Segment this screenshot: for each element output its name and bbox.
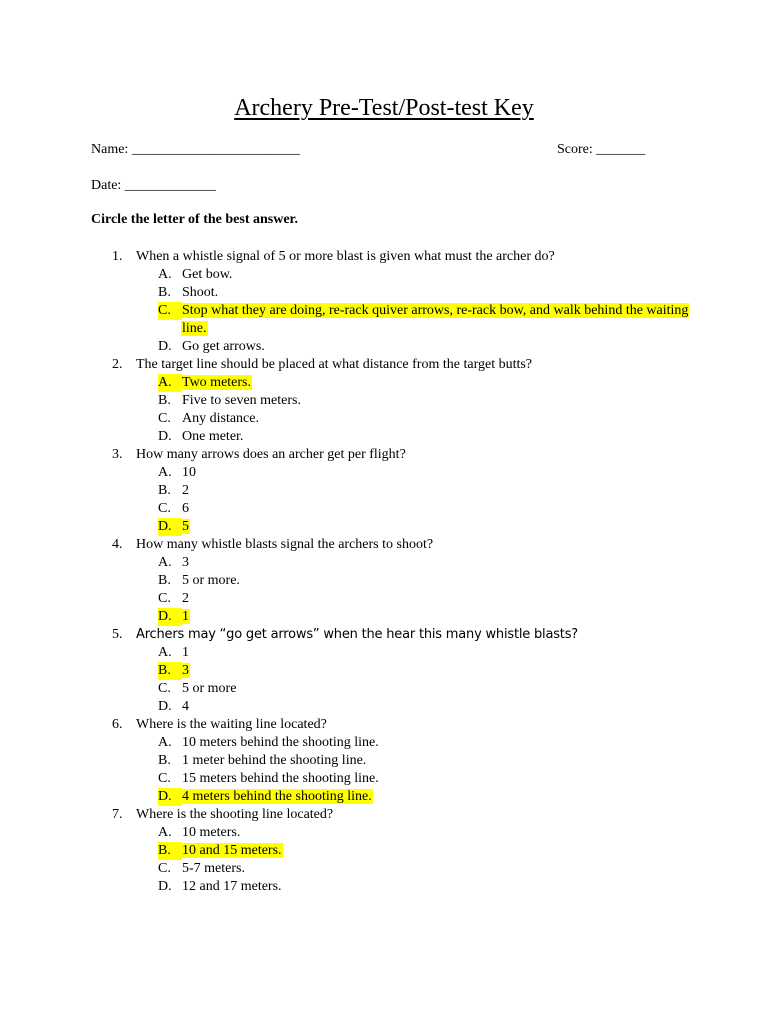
option-letter: A. xyxy=(158,645,172,660)
question-6 xyxy=(112,716,712,806)
option-a xyxy=(112,824,712,842)
option-b xyxy=(112,392,712,410)
question-2 xyxy=(112,356,712,446)
option-text: 5 xyxy=(182,519,189,534)
option-letter: D. xyxy=(158,339,172,354)
question-7 xyxy=(112,806,712,896)
question-number: 7. xyxy=(112,807,123,822)
date-field: Date: _____________ xyxy=(91,178,216,193)
option-b xyxy=(112,572,712,590)
question-4 xyxy=(112,536,712,626)
option-letter: D. xyxy=(158,518,182,536)
name-field: Name: ________________________ xyxy=(91,142,300,157)
option-text: 1 meter behind the shooting line. xyxy=(182,753,367,768)
option-text: 1 xyxy=(182,645,189,660)
option-text: 10 meters. xyxy=(182,825,241,840)
option-b xyxy=(112,284,712,302)
option-list xyxy=(112,734,712,806)
question-1 xyxy=(112,248,712,356)
option-letter: D. xyxy=(158,879,172,894)
question-text: How many whistle blasts signal the archers to shoot? xyxy=(136,537,434,552)
option-list xyxy=(112,644,712,716)
option-text: Go get arrows. xyxy=(182,339,265,354)
option-b xyxy=(112,752,712,770)
option-letter: A. xyxy=(158,267,172,282)
option-a xyxy=(112,734,712,752)
option-letter: D. xyxy=(158,429,172,444)
option-text: 10 xyxy=(182,465,196,480)
option-letter: B. xyxy=(158,483,171,498)
question-number: 6. xyxy=(112,717,123,732)
option-letter: D. xyxy=(158,608,182,626)
question-text: Where is the waiting line located? xyxy=(136,717,327,732)
option-letter: D. xyxy=(158,788,182,806)
question-text: The target line should be placed at what distance from the target butts? xyxy=(136,357,533,372)
option-letter: B. xyxy=(158,662,182,680)
option-a xyxy=(112,644,712,662)
option-list xyxy=(112,374,712,446)
option-d xyxy=(112,338,712,356)
option-c xyxy=(112,860,712,878)
option-text: One meter. xyxy=(182,429,244,444)
question-number: 4. xyxy=(112,537,123,552)
option-letter: B. xyxy=(158,285,171,300)
option-letter: B. xyxy=(158,753,171,768)
option-letter: C. xyxy=(158,591,171,606)
option-text: 4 xyxy=(182,699,189,714)
question-number: 2. xyxy=(112,357,123,372)
option-letter: A. xyxy=(158,374,182,392)
option-letter: B. xyxy=(158,393,171,408)
option-text: 4 meters behind the shooting line. xyxy=(182,789,372,804)
option-text: Shoot. xyxy=(182,285,219,300)
option-list xyxy=(112,266,712,356)
option-text: 12 and 17 meters. xyxy=(182,879,282,894)
option-text: 1 xyxy=(182,609,189,624)
option-b-correct xyxy=(112,662,712,680)
option-letter: A. xyxy=(158,825,172,840)
option-letter: C. xyxy=(158,501,171,516)
option-letter: C. xyxy=(158,302,182,320)
option-text: 10 and 15 meters. xyxy=(182,843,282,858)
option-d-correct xyxy=(112,608,712,626)
option-b xyxy=(112,482,712,500)
option-letter: B. xyxy=(158,573,171,588)
option-d-correct xyxy=(112,518,712,536)
option-c xyxy=(112,410,712,428)
question-list xyxy=(112,248,712,896)
option-c xyxy=(112,590,712,608)
question-number: 5. xyxy=(112,627,123,642)
option-letter: C. xyxy=(158,861,171,876)
question-number: 3. xyxy=(112,447,123,462)
option-c xyxy=(112,770,712,788)
option-letter: A. xyxy=(158,465,172,480)
option-text: 3 xyxy=(182,555,189,570)
page-title: Archery Pre-Test/Post-test Key xyxy=(234,95,534,121)
option-list xyxy=(112,824,712,896)
option-text: 6 xyxy=(182,501,189,516)
option-text: Any distance. xyxy=(182,411,259,426)
option-letter: C. xyxy=(158,771,171,786)
question-text: How many arrows does an archer get per flight? xyxy=(136,447,406,462)
option-a xyxy=(112,266,712,284)
option-text: 5-7 meters. xyxy=(182,861,245,876)
option-text: 5 or more xyxy=(182,681,237,696)
option-c xyxy=(112,680,712,698)
question-text: Where is the shooting line located? xyxy=(136,807,334,822)
option-letter: C. xyxy=(158,681,171,696)
option-letter: A. xyxy=(158,735,172,750)
option-text: Get bow. xyxy=(182,267,233,282)
score-field: Score: _______ xyxy=(557,142,646,157)
option-a xyxy=(112,464,712,482)
option-text: 3 xyxy=(182,663,189,678)
question-3 xyxy=(112,446,712,536)
option-text: 10 meters behind the shooting line. xyxy=(182,735,379,750)
option-list xyxy=(112,464,712,536)
option-b-correct xyxy=(112,842,712,860)
question-5 xyxy=(112,626,712,716)
question-text: Archers may “go get arrows” when the hear this many whistle blasts? xyxy=(136,627,578,642)
option-c xyxy=(112,500,712,518)
option-letter: B. xyxy=(158,842,182,860)
option-d xyxy=(112,698,712,716)
instruction-text: Circle the letter of the best answer. xyxy=(91,212,298,227)
option-d xyxy=(112,878,712,896)
option-a-correct xyxy=(112,374,712,392)
option-text: 2 xyxy=(182,591,189,606)
option-d xyxy=(112,428,712,446)
option-text: 5 or more. xyxy=(182,573,240,588)
option-text: Five to seven meters. xyxy=(182,393,301,408)
option-text: Two meters. xyxy=(182,375,252,390)
option-d-correct xyxy=(112,788,712,806)
question-text: When a whistle signal of 5 or more blast is given what must the archer do? xyxy=(136,249,555,264)
option-letter: C. xyxy=(158,411,171,426)
option-letter: D. xyxy=(158,699,172,714)
option-text: 2 xyxy=(182,483,189,498)
question-number: 1. xyxy=(112,249,123,264)
option-text: 15 meters behind the shooting line. xyxy=(182,771,379,786)
option-letter: A. xyxy=(158,555,172,570)
option-text: Stop what they are doing, re-rack quiver arrows, re-rack bow, and walk behind the waiting line. xyxy=(182,303,689,336)
option-c-correct xyxy=(112,302,712,338)
option-list xyxy=(112,554,712,626)
option-a xyxy=(112,554,712,572)
